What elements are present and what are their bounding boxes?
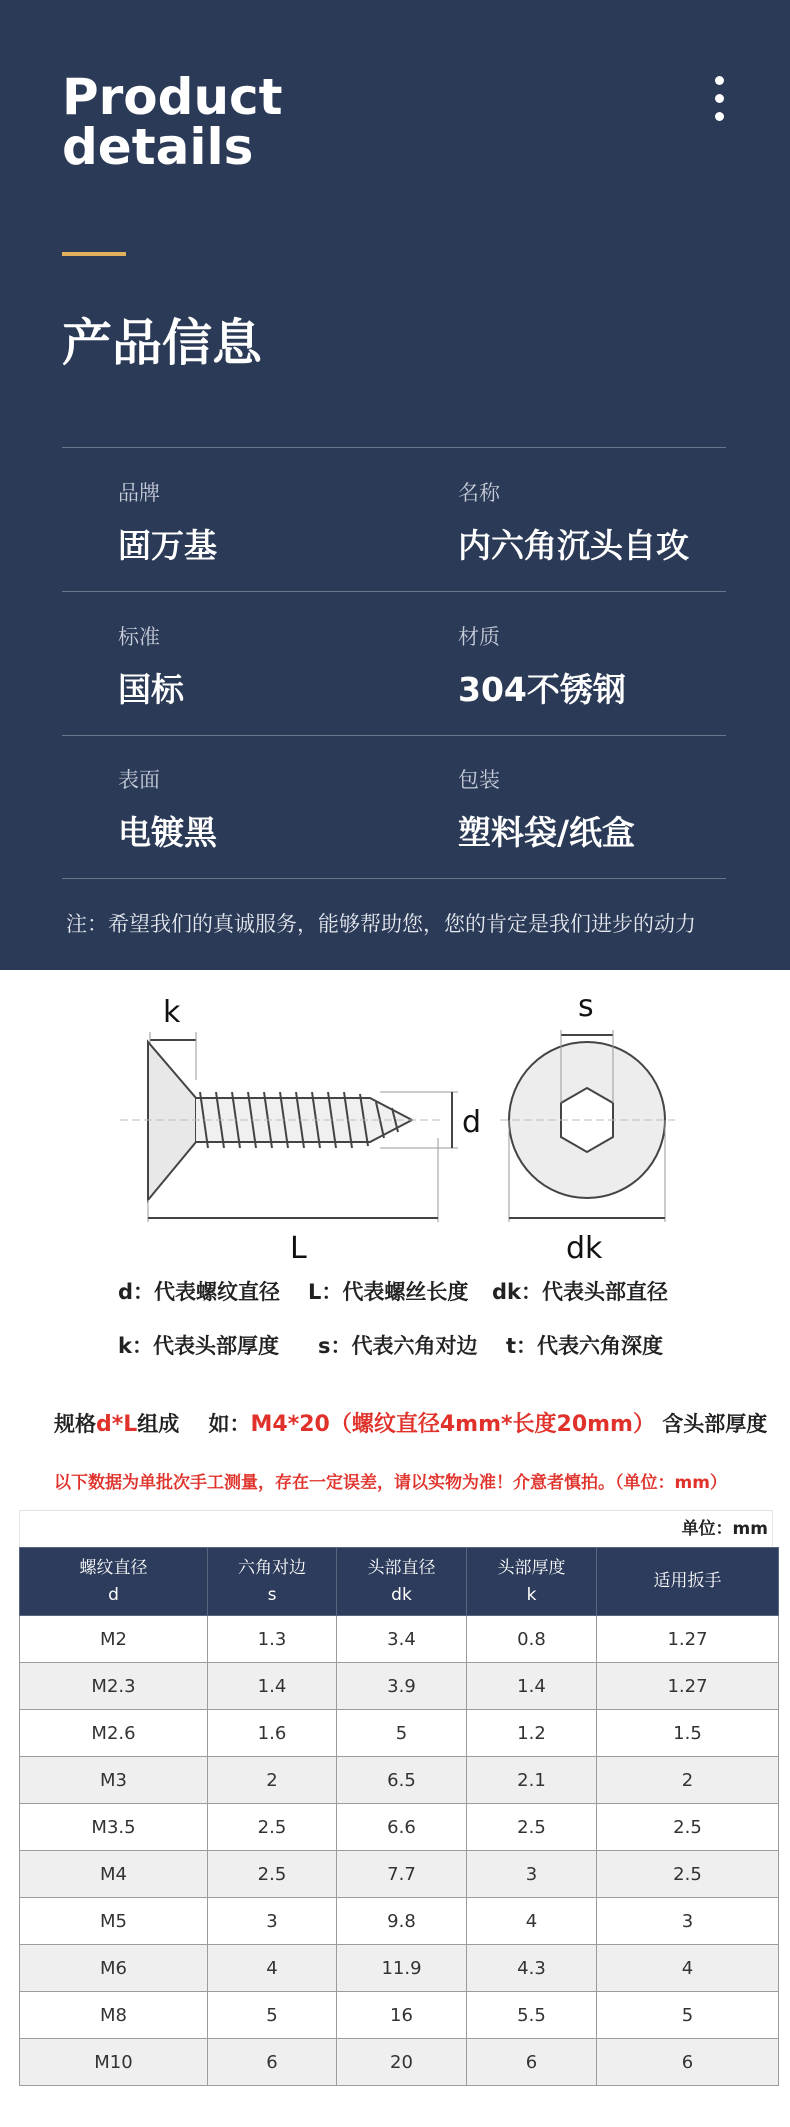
table-cell: 2.5 [597, 1851, 779, 1898]
table-cell: 1.2 [467, 1710, 597, 1757]
legend-t: t：代表六角深度 [506, 1334, 664, 1358]
table-cell: 4 [597, 1945, 779, 1992]
legend-dk: dk：代表头部直径 [492, 1280, 668, 1304]
spec-divider [62, 447, 726, 448]
table-cell: 4.3 [467, 1945, 597, 1992]
table-cell: 1.4 [467, 1663, 597, 1710]
dimension-table [19, 1547, 779, 2086]
spec-divider [62, 591, 726, 592]
table-row [20, 1898, 779, 1945]
table-cell: 0.8 [467, 1616, 597, 1663]
rule-suffix: 含头部厚度 [662, 1412, 768, 1436]
table-cell: 1.6 [208, 1710, 337, 1757]
table-cell: 2.5 [208, 1851, 337, 1898]
spec-label-material: 材质 [458, 625, 500, 649]
legend-k: k：代表头部厚度 [118, 1334, 279, 1358]
table-cell: 4 [208, 1945, 337, 1992]
dim-label-dk: dk [566, 1231, 603, 1266]
table-cell: 6 [208, 2039, 337, 2086]
column-header: 头部厚度 k [467, 1548, 597, 1616]
table-cell: 4 [467, 1898, 597, 1945]
legend-d: d：代表螺纹直径 [118, 1280, 281, 1304]
table-row [20, 1663, 779, 1710]
spec-value-name: 内六角沉头自攻 [458, 526, 689, 565]
table-cell: 3 [208, 1898, 337, 1945]
table-cell: 2.5 [208, 1804, 337, 1851]
table-row [20, 1616, 779, 1663]
rule-prefix: 规格 [54, 1412, 96, 1436]
column-header: 六角对边 s [208, 1548, 337, 1616]
table-cell: 1.27 [597, 1616, 779, 1663]
table-row [20, 1992, 779, 2039]
product-details-header [0, 0, 790, 970]
rule-mid: 组成 如： [137, 1412, 251, 1436]
table-cell: 5.5 [467, 1992, 597, 2039]
legend-s: s：代表六角对边 [318, 1334, 478, 1358]
table-cell: 20 [337, 2039, 467, 2086]
table-cell: M6 [20, 1945, 208, 1992]
size-table [19, 1510, 773, 2086]
table-cell: M8 [20, 1992, 208, 2039]
table-cell: 6 [467, 2039, 597, 2086]
table-row [20, 1757, 779, 1804]
spec-label-packaging: 包装 [458, 768, 500, 792]
spec-label-standard: 标准 [118, 625, 160, 649]
table-row [20, 1804, 779, 1851]
title-line-2: details [62, 118, 254, 176]
spec-divider [62, 878, 726, 879]
spec-label-surface: 表面 [118, 768, 160, 792]
table-cell: 3.4 [337, 1616, 467, 1663]
spec-divider [62, 735, 726, 736]
table-row [20, 1945, 779, 1992]
table-cell: 5 [597, 1992, 779, 2039]
table-header-row [20, 1548, 779, 1616]
dim-label-d: d [462, 1105, 482, 1140]
table-cell: M2.6 [20, 1710, 208, 1757]
table-cell: 2.5 [467, 1804, 597, 1851]
table-cell: M10 [20, 2039, 208, 2086]
table-cell: 1.5 [597, 1710, 779, 1757]
spec-value-brand: 固万基 [118, 526, 217, 565]
table-cell: 9.8 [337, 1898, 467, 1945]
table-cell: M4 [20, 1851, 208, 1898]
table-cell: 2.5 [597, 1804, 779, 1851]
column-header: 适用扳手 [597, 1548, 779, 1616]
page-title [62, 68, 283, 176]
table-cell: M5 [20, 1898, 208, 1945]
table-cell: 3.9 [337, 1663, 467, 1710]
table-cell: M2.3 [20, 1663, 208, 1710]
screw-diagram [0, 970, 790, 1370]
table-cell: 2.1 [467, 1757, 597, 1804]
spec-value-surface: 电镀黑 [118, 813, 217, 852]
table-cell: 6.5 [337, 1757, 467, 1804]
table-row [20, 2039, 779, 2086]
unit-label: 单位：mm [19, 1510, 773, 1547]
table-cell: 3 [597, 1898, 779, 1945]
table-cell: 3 [467, 1851, 597, 1898]
table-cell: 5 [208, 1992, 337, 2039]
dim-label-L: L [290, 1231, 307, 1266]
measurement-warning: 以下数据为单批次手工测量，存在一定误差，请以实物为准！介意者慎拍。（单位：mm） [54, 1473, 727, 1493]
title-line-1: Product [62, 68, 283, 126]
table-cell: 2 [597, 1757, 779, 1804]
table-cell: 1.3 [208, 1616, 337, 1663]
section-title: 产品信息 [62, 314, 262, 372]
spec-label-brand: 品牌 [118, 481, 160, 505]
screw-drawing [0, 970, 790, 1270]
service-note: 注：希望我们的真诚服务，能够帮助您，您的肯定是我们进步的动力 [66, 912, 696, 936]
column-header: 螺纹直径 d [20, 1548, 208, 1616]
table-cell: 6 [597, 2039, 779, 2086]
table-cell: 11.9 [337, 1945, 467, 1992]
spec-label-name: 名称 [458, 481, 500, 505]
table-cell: 1.27 [597, 1663, 779, 1710]
dim-label-s: s [578, 989, 594, 1024]
table-cell: 16 [337, 1992, 467, 2039]
accent-divider [62, 252, 126, 256]
table-cell: M3.5 [20, 1804, 208, 1851]
table-row [20, 1851, 779, 1898]
table-cell: M2 [20, 1616, 208, 1663]
spec-value-standard: 国标 [118, 670, 184, 709]
table-cell: 1.4 [208, 1663, 337, 1710]
table-cell: 6.6 [337, 1804, 467, 1851]
table-cell: 7.7 [337, 1851, 467, 1898]
table-cell: 5 [337, 1710, 467, 1757]
column-header: 头部直径 dk [337, 1548, 467, 1616]
table-row [20, 1710, 779, 1757]
spec-value-material: 304不锈钢 [458, 670, 626, 709]
more-options-icon[interactable] [712, 76, 728, 126]
spec-value-packaging: 塑料袋/纸盒 [458, 813, 636, 852]
table-cell: 2 [208, 1757, 337, 1804]
dim-label-k: k [163, 995, 181, 1030]
rule-formula: d*L [96, 1412, 138, 1437]
legend-L: L：代表螺丝长度 [308, 1280, 469, 1304]
rule-example: M4*20（螺纹直径4mm*长度20mm） [250, 1412, 655, 1437]
table-cell: M3 [20, 1757, 208, 1804]
spec-format-rule [54, 1407, 767, 1438]
